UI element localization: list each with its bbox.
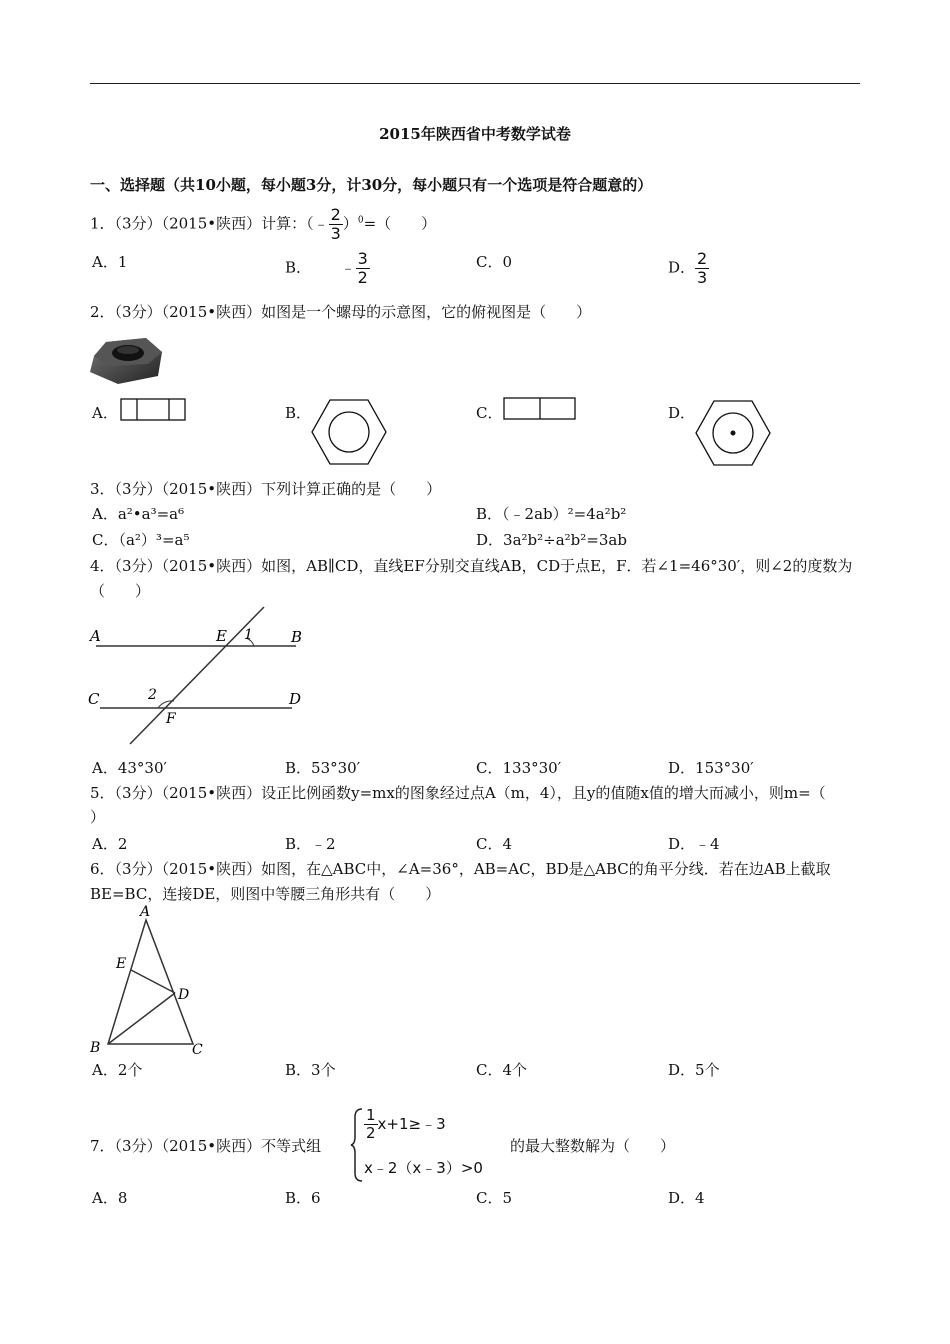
section-heading: 一、选择题（共10小题，每小题3分，计30分，每小题只有一个选项是符合题意的） [90,176,653,194]
q1-frac-num: 2 [330,205,341,224]
q1-exponent: 0 [357,215,364,226]
q3-option-d: D．3a²b²÷a²b²=3ab [476,531,627,549]
q6-option-b: B．3个 [285,1061,336,1079]
q1-stem-text: 1．（3分）（2015•陕西）计算：（﹣ [90,214,329,233]
q1-option-d [668,251,709,286]
q1-option-b-fraction [356,251,370,286]
q1-b-den: 2 [357,268,368,287]
q5-option-d: D．﹣4 [668,835,720,853]
q7-option-b: B．6 [285,1189,321,1207]
page-title: 2015年陕西省中考数学试卷 [379,125,571,143]
q4-option-d: D．153°30′ [668,759,754,777]
q4-option-b: B．53°30′ [285,759,361,777]
q1-frac-den: 3 [330,224,341,243]
q2-option-d-figure [694,399,772,467]
q4-option-a: A．43°30′ [92,759,167,777]
q2-stem: 2．（3分）（2015•陕西）如图是一个螺母的示意图，它的俯视图是（ ） [90,303,592,321]
q5-option-b: B．﹣2 [285,835,336,853]
q1-option-d-fraction [695,251,709,286]
q1-option-c: C．0 [476,253,513,271]
q7-inequality-1 [364,1108,446,1141]
q4-label-c: C [88,690,100,708]
q7-ineq1-rest: x+1≥﹣3 [377,1115,446,1133]
q7-ineq1-fraction [364,1108,378,1141]
q1-stem-close: ） [342,214,358,233]
q7-ineq1-den: 2 [366,1124,376,1142]
q2-option-b-figure [310,398,388,466]
q6-stem-line2: BE=BC，连接DE，则图中等腰三角形共有（ ） [90,885,441,903]
q5-stem-line1: 5．（3分）（2015•陕西）设正比例函数y=mx的图象经过点A（m，4），且y的值随x值的增大而减小，则m=（ [90,784,826,802]
q4-option-c: C．133°30′ [476,759,562,777]
q1-option-a: A．1 [92,253,128,271]
q5-option-a: A．2 [92,835,128,853]
q7-stem-end: 的最大整数解为（ ） [510,1137,676,1155]
q4-label-a: A [90,627,101,645]
q6-stem-line1: 6．（3分）（2015•陕西）如图，在△ABC中，∠A=36°，AB=AC，BD是△ABC的角平分线．若在边AB上截取 [90,860,831,878]
q1-stem-end: =（ ） [363,214,437,233]
q5-option-c: C．4 [476,835,513,853]
q6-label-b: B [90,1040,101,1056]
q4-label-2: 2 [148,687,157,703]
q7-option-a: A．8 [92,1189,128,1207]
q6-option-a: A．2个 [92,1061,143,1079]
q6-triangle-figure [86,902,210,1058]
q3-option-c: C．（a²）³=a⁵ [92,531,190,549]
q2-option-a-label: A． [92,404,118,422]
q2-option-c-label: C． [476,404,503,422]
q4-label-1: 1 [244,627,253,643]
q6-option-c: C．4个 [476,1061,528,1079]
q2-option-d-label: D． [668,404,696,422]
q7-option-d: D．4 [668,1189,705,1207]
q1-d-den: 3 [697,268,708,287]
q6-label-c: C [192,1042,203,1058]
q1-d-num: 2 [697,249,708,268]
q1-stem [90,207,436,242]
q1-option-b [285,251,370,286]
q7-option-c: C．5 [476,1189,513,1207]
q3-stem: 3．（3分）（2015•陕西）下列计算正确的是（ ） [90,480,442,498]
q2-option-a-figure [120,398,188,422]
q1-option-b-sign: ﹣ [340,258,356,277]
q4-label-d: D [289,690,302,708]
q7-inequality-2: x﹣2（x﹣3）>0 [364,1159,483,1177]
header-rule [90,83,860,84]
q6-label-a: A [140,904,151,920]
q3-option-b: B．（﹣2ab）²=4a²b² [476,505,627,523]
q7-stem-start: 7．（3分）（2015•陕西）不等式组 [90,1137,322,1155]
q2-option-b-label: B． [285,404,312,422]
q1-option-d-label: D． [668,258,696,277]
q4-label-b: B [291,628,303,646]
q1-option-b-label: B． [285,258,312,277]
q6-label-d: D [178,987,190,1003]
nut-figure [88,328,166,388]
q2-option-c-figure [503,397,577,421]
q4-stem-line1: 4．（3分）（2015•陕西）如图，AB∥CD，直线EF分别交直线AB，CD于点E，F．若∠1=46°30′，则∠2的度数为 [90,557,853,575]
q1-b-num: 3 [357,249,368,268]
q4-stem-line2: （ ） [90,582,151,600]
q4-parallel-lines-figure [86,604,308,746]
q1-fraction [329,207,343,242]
q6-option-d: D．5个 [668,1061,720,1079]
q7-brace-icon [350,1107,364,1183]
q6-label-e: E [116,956,127,972]
q7-ineq1-num: 1 [366,1106,376,1124]
q4-label-f: F [166,711,176,727]
q5-stem-line2: ） [90,808,106,826]
q4-label-e: E [216,627,227,645]
q3-option-a: A．a²•a³=a⁶ [92,505,185,523]
